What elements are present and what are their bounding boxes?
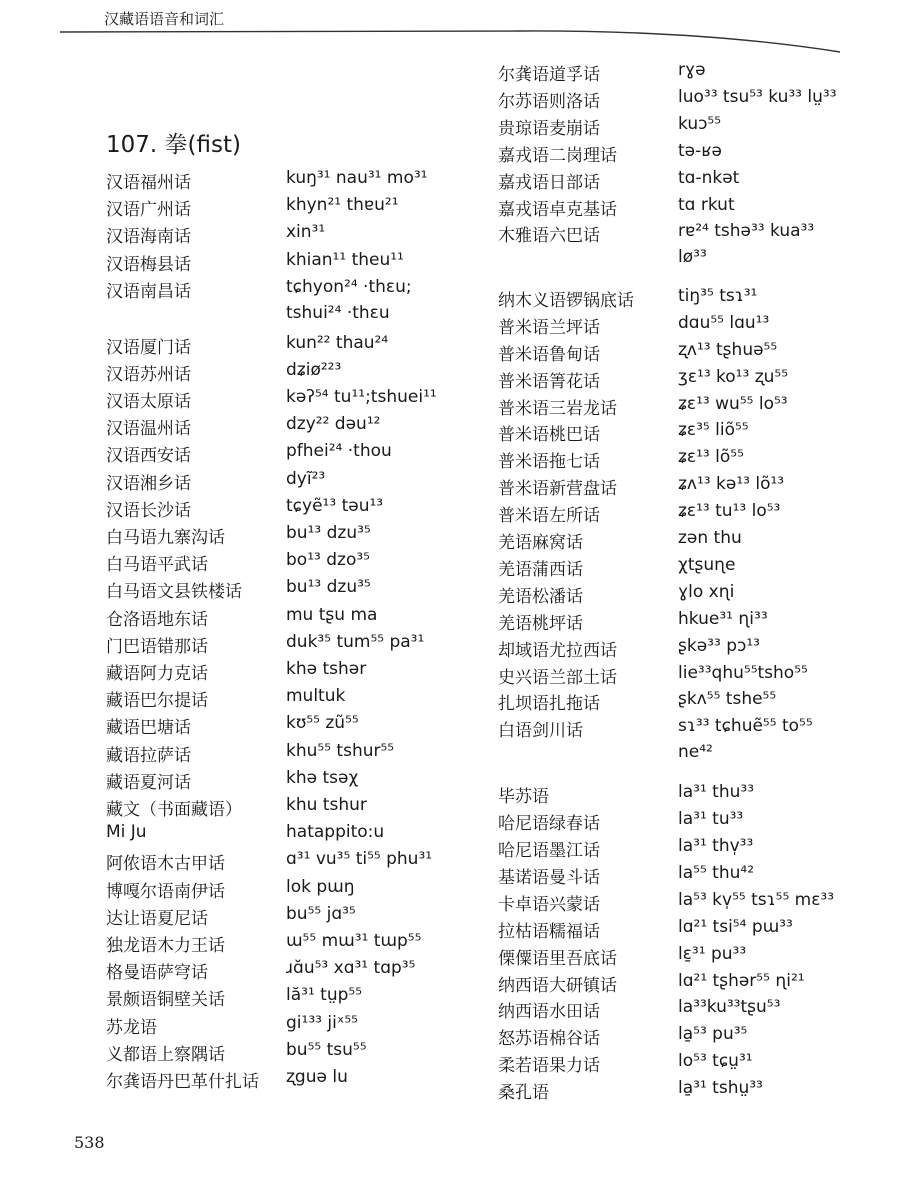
word-form: ʑʌ¹³ kə¹³ lõ¹³ (678, 474, 785, 495)
language-name: 纳木义语锣锅底话 (498, 290, 634, 311)
language-name: 藏文（书面藏语） (106, 799, 242, 820)
language-name: 汉语苏州话 (106, 364, 191, 385)
word-form: kuŋ³¹ nau³¹ mo³¹ (286, 168, 428, 188)
language-name: 拉枯语糯福话 (498, 921, 600, 942)
language-name: 藏语拉萨话 (106, 745, 191, 766)
word-form: lo⁵³ tɕṳ³¹ (678, 1051, 753, 1072)
language-name: 白马语文县铁楼话 (106, 582, 242, 603)
page-number: 538 (74, 1133, 105, 1152)
word-form: lɑ²¹ tʂhər⁵⁵ ɳi²¹ (678, 970, 805, 991)
word-form: kuɔ⁵⁵ (678, 113, 722, 134)
language-name: 哈尼语墨江话 (498, 841, 600, 862)
language-name: 普米语桃巴话 (498, 425, 600, 446)
word-form: dyĩ²³ (286, 468, 326, 489)
language-name: 羌语桃坪话 (498, 613, 583, 634)
word-form: bu⁵⁵ tsu⁵⁵ (286, 1039, 367, 1060)
language-name: 汉语西安话 (106, 446, 191, 467)
language-name: 汉语太原话 (106, 391, 191, 412)
language-name: 汉语长沙话 (106, 500, 191, 521)
word-form: la⁵⁵ thu⁴² (678, 862, 755, 883)
word-form: bu⁵⁵ jɑ³⁵ (286, 903, 356, 924)
language-name: Mi Ju (106, 822, 147, 843)
language-name: 汉语南昌话 (106, 281, 191, 302)
word-form: tiŋ³⁵ tsɿ³¹ (678, 285, 758, 306)
language-name: 哈尼语绿春话 (498, 814, 600, 835)
word-form: bu¹³ dzu³⁵ (286, 522, 371, 543)
language-name: 博嘎尔语南伊话 (106, 881, 225, 902)
language-name: 纳西语大研镇话 (498, 975, 617, 996)
language-name: 普米语左所话 (498, 506, 600, 527)
word-form: la³¹ thu³³ (678, 782, 755, 803)
language-name: 景颇语铜壁关话 (106, 990, 225, 1011)
language-name: 纳西语水田话 (498, 1002, 600, 1023)
language-name: 尔龚语丹巴革什扎话 (106, 1071, 259, 1092)
word-form: lɛ̱³¹ pu³³ (678, 943, 747, 964)
language-name: 普米语鲁甸话 (498, 344, 600, 365)
language-name: 木雅语六巴话 (498, 226, 600, 247)
language-name: 傈僳语里吾底话 (498, 948, 617, 969)
language-name: 嘉戎语日部话 (498, 172, 600, 193)
word-form: dɑu⁵⁵ lɑu¹³ (678, 312, 770, 333)
language-name: 普米语箐花话 (498, 371, 600, 392)
language-name: 柔若语果力话 (498, 1056, 600, 1077)
word-form-continuation: ne⁴² (678, 742, 713, 763)
language-name: 门巴语错那话 (106, 636, 208, 657)
word-form: ʐʌ¹³ tʂhuə⁵⁵ (678, 339, 778, 360)
language-name: 白马语平武话 (106, 555, 208, 576)
word-form: khyn²¹ thɐu²¹ (286, 195, 399, 216)
word-form: kʊ⁵⁵ zũ⁵⁵ (286, 713, 359, 734)
language-name: 白语剑川话 (498, 721, 583, 742)
word-form: hatappito:u (286, 822, 385, 843)
word-form: la³¹ tu³³ (678, 809, 744, 830)
word-form: kun²² thau²⁴ (286, 332, 389, 353)
language-name: 汉语厦门话 (106, 337, 191, 358)
word-form: tɑ rkut (678, 194, 735, 215)
word-form: ɑ³¹ vu³⁵ ti⁵⁵ phu³¹ (286, 849, 433, 870)
word-form: tə-ʁə (678, 140, 722, 161)
language-name: 汉语广州话 (106, 200, 191, 221)
language-name: 羌语蒲西话 (498, 559, 583, 580)
language-name: 扎坝语扎拖话 (498, 694, 600, 715)
word-form: kəʔ⁵⁴ tu¹¹;tshuei¹¹ (286, 386, 437, 407)
word-form: lɑ²¹ tsi⁵⁴ pɯ³³ (678, 916, 793, 937)
word-form: tɕhyon²⁴ ·thɛu; (286, 276, 412, 297)
word-form: khu tshur (286, 794, 367, 815)
word-form-continuation: lø³³ (678, 247, 707, 268)
language-name: 普米语新营盘话 (498, 479, 617, 500)
word-form: dʑiø²²³ (286, 359, 342, 380)
word-form: lă³¹ tṳp⁵⁵ (286, 985, 363, 1006)
language-name: 汉语温州话 (106, 419, 191, 440)
language-name: 独龙语木力王话 (106, 935, 225, 956)
word-form: la̱⁵³ pu³⁵ (678, 1024, 748, 1045)
word-form: dzy²² dəu¹² (286, 414, 381, 435)
word-form: ʑɛ¹³ tu¹³ lo⁵³ (678, 501, 781, 522)
word-form: lie³³qhu⁵⁵tsho⁵⁵ (678, 662, 808, 683)
language-name: 汉语海南话 (106, 227, 191, 248)
language-name: 藏语夏河话 (106, 772, 191, 793)
word-form: ʑɛ¹³ wu⁵⁵ lo⁵³ (678, 393, 788, 414)
language-name: 汉语梅县话 (106, 254, 191, 275)
word-form: ʒɛ¹³ ko¹³ ʐu⁵⁵ (678, 366, 789, 387)
word-form: khə tsəχ (286, 767, 359, 788)
word-form: bo¹³ dzo³⁵ (286, 550, 370, 571)
word-form: duk³⁵ tum⁵⁵ pa³¹ (286, 631, 425, 652)
language-name: 苏龙语 (106, 1017, 157, 1038)
word-form: khu⁵⁵ tshur⁵⁵ (286, 740, 395, 761)
language-name: 桑孔语 (498, 1083, 549, 1104)
word-form: ɯ⁵⁵ mɯ³¹ tɯp⁵⁵ (286, 930, 422, 951)
language-name: 基诺语曼斗话 (498, 867, 600, 888)
word-form: ʐguə lu (286, 1066, 348, 1087)
word-form-continuation: tshui²⁴ ·thɛu (286, 302, 390, 323)
word-form: ʑɛ³⁵ liõ⁵⁵ (678, 420, 749, 441)
language-name: 怒苏语棉谷话 (498, 1029, 600, 1050)
word-form: luo³³ tsu⁵³ ku³³ lṳ³³ (678, 86, 837, 107)
word-form: multuk (286, 686, 346, 707)
word-form: la⁵³ kv̩⁵⁵ tsɿ⁵⁵ mɛ³³ (678, 889, 835, 910)
word-form: gi¹³³ jiˣ⁵⁵ (286, 1012, 358, 1033)
language-name: 义都语上察隅话 (106, 1044, 225, 1065)
language-name: 卡卓语兴蒙话 (498, 894, 600, 915)
word-form: rɐ²⁴ tshə³³ kua³³ (678, 221, 815, 242)
word-form: pfhei²⁴ ·thou (286, 441, 392, 462)
language-name: 达让语夏尼话 (106, 908, 208, 929)
word-form: lok pɯŋ (286, 876, 355, 897)
language-name: 藏语巴塘话 (106, 718, 191, 739)
word-form: ʂkʌ⁵⁵ tshe⁵⁵ (678, 689, 777, 710)
word-form: ʑɛ¹³ lõ⁵⁵ (678, 447, 744, 468)
word-form: ʂkə³³ pɔ¹³ (678, 635, 760, 656)
header-rule (0, 0, 900, 60)
word-form: khian¹¹ theu¹¹ (286, 249, 404, 270)
language-name: 普米语兰坪话 (498, 317, 600, 338)
language-name: 格曼语萨穹话 (106, 963, 208, 984)
language-name: 藏语巴尔提话 (106, 691, 208, 712)
language-name: 阿侬语木古甲话 (106, 854, 225, 875)
word-form: mu tʂu ma (286, 604, 378, 625)
language-name: 羌语麻窝话 (498, 533, 583, 554)
running-title: 汉藏语语音和词汇 (104, 10, 225, 28)
word-form: tɕyẽ¹³ təu¹³ (286, 495, 384, 516)
language-name: 贵琼语麦崩话 (498, 118, 600, 139)
word-form: tɑ-nkət (678, 167, 740, 188)
word-form: xin³¹ (286, 222, 326, 243)
language-name: 汉语湘乡话 (106, 473, 191, 494)
word-form: la̱³¹ tshṳ³³ (678, 1078, 763, 1099)
word-form: la³¹ thv̩³³ (678, 836, 754, 857)
word-form: χtʂuɳe (678, 554, 736, 575)
word-form: ɹɑ̆u⁵³ xɑ³¹ tɑp³⁵ (286, 958, 416, 979)
word-form: la³³ku³³tʂu⁵³ (678, 997, 781, 1018)
entry-headword: 拳(fist) (164, 132, 241, 158)
entry-title (106, 126, 241, 159)
language-name: 白马语九寨沟话 (106, 527, 225, 548)
word-form: khə tshər (286, 658, 367, 679)
language-name: 史兴语兰部土话 (498, 667, 617, 688)
language-name: 羌语松潘话 (498, 586, 583, 607)
language-name: 普米语三岩龙话 (498, 398, 617, 419)
language-name: 尔龚语道孚话 (498, 65, 600, 85)
language-name: 普米语拖七话 (498, 452, 600, 473)
language-name: 藏语阿力克话 (106, 663, 208, 684)
language-name: 毕苏语 (498, 787, 549, 808)
language-name: 嘉戎语二岗理话 (498, 145, 617, 166)
word-form: bu¹³ dzu³⁵ (286, 577, 371, 598)
language-name: 汉语福州话 (106, 173, 191, 193)
word-form: zən thu (678, 528, 742, 549)
word-form: rɣə (678, 60, 706, 80)
word-form: sɿ³³ tɕhuẽ⁵⁵ to⁵⁵ (678, 716, 813, 737)
entry-number: 107. (106, 132, 158, 158)
language-name: 尔苏语则洛话 (498, 91, 600, 112)
language-name: 却域语尤拉西话 (498, 640, 617, 661)
language-name: 仓洛语地东话 (106, 609, 208, 630)
word-form: hkue³¹ ɳi³³ (678, 608, 768, 629)
language-name: 嘉戎语卓克基话 (498, 199, 617, 220)
word-form: ɣlo xɳi (678, 581, 735, 602)
